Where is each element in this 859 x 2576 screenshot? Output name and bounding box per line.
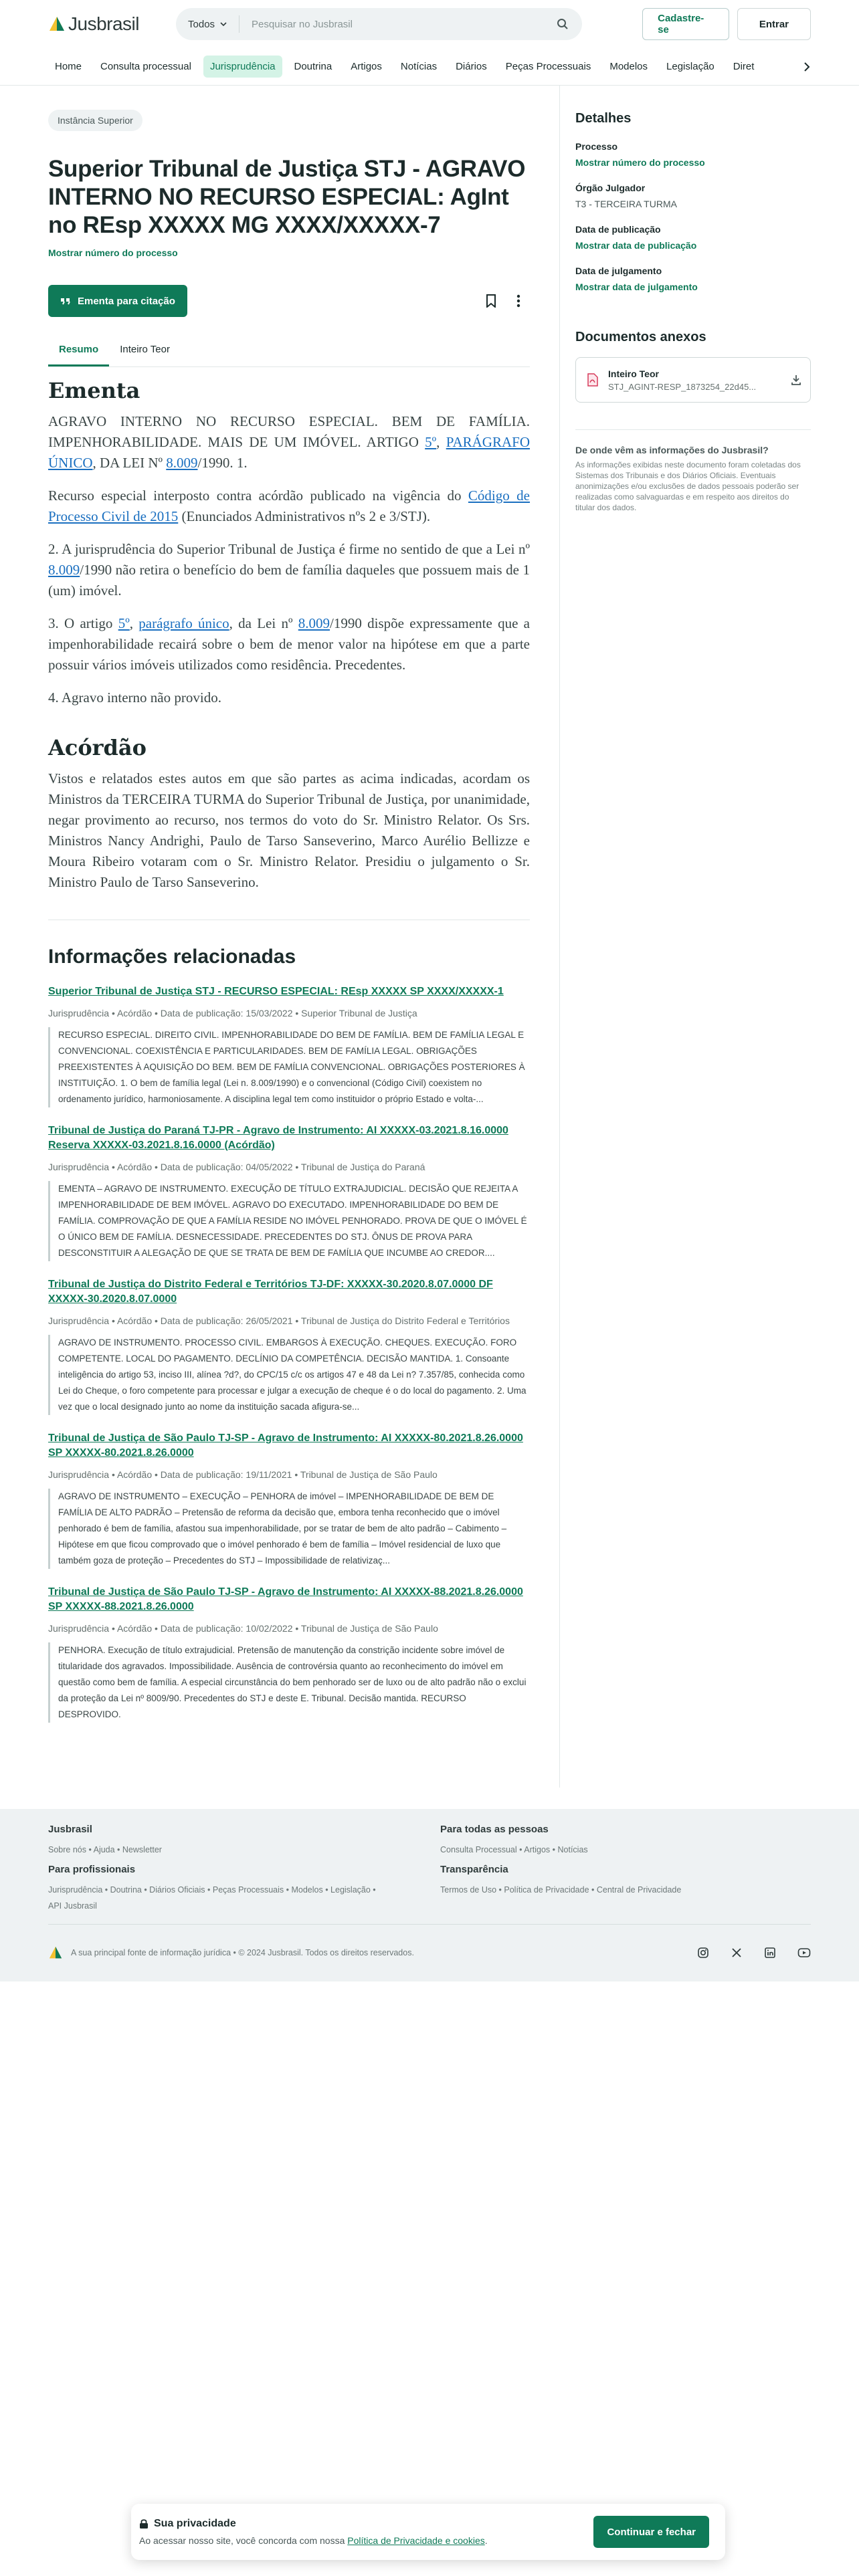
related-item-excerpt: RECURSO ESPECIAL. DIREITO CIVIL. IMPENHORABILIDADE DO BEM DE FAMÍLIA. BEM DE FAMÍLIA LEGAL E CONVENCIONAL. COEXISTÊNCIA E PARTICULARIDADES. BEM DE FAMÍLIA LEGAL. OBRIGAÇÕES PREEXISTENTES À AQUISIÇÃO DO BEM. BEM DE FAMÍLIA CONVENCIONAL. OBRIGAÇÕES POSTERIORES À INSTITUIÇÃO. 1. O bem de família legal (Lei n. 8.009/1990) e o convencional (Código Civil) coexistem no ordenamento jurídico, harmoniosamente. A disciplina legal tem como instituidor o próprio Estado e volta-... — [48, 1027, 530, 1107]
text: /1990 não retira o benefício do bem de família daqueles que possuem mais de 1 (um) imóvel. — [48, 562, 530, 599]
lock-icon — [139, 2518, 149, 2529]
footer-links[interactable]: Consulta Processual • Artigos • Notícias — [440, 1845, 588, 1854]
nav-item-doutrina[interactable]: Doutrina — [294, 61, 332, 72]
privacy-banner — [131, 2504, 725, 2560]
text: , — [436, 434, 446, 450]
footer-heading: Para todas as pessoas — [440, 1824, 549, 1835]
more-options-icon[interactable] — [516, 294, 520, 308]
privacy-banner-body — [139, 2535, 593, 2546]
attached-document-title: Inteiro Teor — [608, 368, 659, 379]
signup-button[interactable]: Cadastre-se — [642, 8, 729, 40]
tab-resumo[interactable]: Resumo — [48, 334, 109, 366]
search-input[interactable]: Pesquisar no Jusbrasil — [252, 18, 353, 30]
footer-divider — [48, 1924, 811, 1925]
acordao-text: Vistos e relatados estes autos em que são partes as acima indicadas, acordam os Ministros da TERCEIRA TURMA do Superior Tribunal de Justiça, por unanimidade, negar provimento ao recurso, nos termos do voto do Sr. Ministro Relator. Os Srs. Ministros Nancy Andrighi, Paulo de Tarso Sanseverino, Marco Aurélio Bellizze e Moura Ribeiro votaram com o Sr. Ministro Relator. Presidiu o julgamento o Sr. Ministro Paulo de Tarso Sanseverino. — [48, 770, 530, 890]
text: AGRAVO INTERNO NO RECURSO ESPECIAL. BEM DE FAMÍLIA. IMPENHORABILIDADE. MAIS DE UM IMÓVEL. ARTIGO — [48, 413, 530, 450]
footer-column-jusbrasil — [48, 1824, 162, 1858]
instagram-icon[interactable] — [697, 1947, 709, 1959]
attached-document-card[interactable] — [575, 357, 811, 403]
search-scope-select[interactable] — [188, 15, 240, 33]
publication-date-label: Data de publicação — [575, 224, 661, 235]
footer-links[interactable]: Sobre nós • Ajuda • Newsletter — [48, 1845, 162, 1854]
document-content — [48, 86, 530, 1763]
search-scope-label: Todos — [188, 18, 215, 30]
show-process-number-link[interactable]: Mostrar número do processo — [575, 157, 705, 168]
info-source-text: As informações exibidas neste documento foram coletadas dos Sistemas dos Tribunais e dos Diários Oficiais. Eventuais anonimizações e/ou exclusões de dados pessoais poderão ser realizadas como salvaguardas e em respeito aos direitos do titular dos dados. — [575, 460, 801, 512]
search-bar[interactable] — [176, 8, 582, 40]
law-link[interactable]: 8.009 — [166, 455, 198, 471]
nav-item-pecas-processuais[interactable]: Peças Processuais — [505, 61, 591, 72]
related-item-meta: Jurisprudência • Acórdão • Data de publicação: 15/03/2022 • Superior Tribunal de Justiça — [48, 1008, 417, 1018]
footer-links-line[interactable]: Jurisprudência • Doutrina • Diários Oficiais • Peças Processuais • Modelos • Legislação • — [48, 1885, 376, 1895]
law-link[interactable]: 8.009 — [48, 562, 80, 578]
page-title: Superior Tribunal de Justiça STJ - AGRAVO INTERNO NO RECURSO ESPECIAL: AgInt no REsp XXXXX MG XXXX/XXXXX-7 — [48, 156, 526, 238]
social-links — [697, 1947, 811, 1959]
text: , da Lei nº — [229, 615, 298, 631]
ementa-citation-label: Ementa para citação — [78, 295, 175, 307]
text: . — [484, 2535, 488, 2546]
footer-heading: Transparência — [440, 1864, 508, 1875]
attached-document-info — [608, 368, 790, 392]
continue-and-close-button[interactable]: Continuar e fechar — [593, 2516, 709, 2548]
login-button[interactable]: Entrar — [737, 8, 811, 40]
law-link[interactable]: 5º — [118, 615, 130, 631]
footer-column-everyone — [440, 1824, 588, 1858]
tab-inteiro-teor[interactable]: Inteiro Teor — [120, 344, 170, 355]
processo-label: Processo — [575, 141, 618, 152]
ementa-heading: Ementa — [48, 378, 140, 403]
related-item-excerpt: EMENTA – AGRAVO DE INSTRUMENTO. EXECUÇÃO DE TÍTULO EXTRAJUDICIAL. DECISÃO QUE REJEITA A IMPENHORABILIDADE DE BEM IMÓVEL. AGRAVO DO EXECUTADO. IMPENHORABILIDADE DO BEM DE FAMÍLIA. COMPROVAÇÃO DE QUE A FAMÍLIA RESIDE NO IMÓVEL PENHORADO. PROVA DE QUE O IMÓVEL É O ÚNICO BEM DE FAMÍLIA. DESNECESSIDADE. PRECEDENTES DO STJ. ÔNUS DE PROVA PARA DESCONSTITUIR A ALEGAÇÃO DE QUE SE TRATA DE BEM DE FAMÍLIA QUE INCUMBE AO CREDOR.... — [48, 1181, 530, 1261]
main-area — [0, 86, 859, 1763]
law-link[interactable]: 5º — [425, 434, 437, 450]
text: /1990. 1. — [197, 455, 248, 471]
nav-item-artigos[interactable]: Artigos — [351, 61, 382, 72]
instance-chip[interactable]: Instância Superior — [48, 110, 142, 131]
logo-mark-icon — [48, 1946, 63, 1959]
orgao-label: Órgão Julgador — [575, 183, 646, 193]
divider — [575, 429, 811, 430]
chevron-right-icon — [803, 62, 811, 72]
show-judgment-date-link[interactable]: Mostrar data de julgamento — [575, 282, 698, 292]
footer-column-professionals — [48, 1864, 423, 1914]
related-heading: Informações relacionadas — [48, 946, 296, 968]
chevron-down-icon — [220, 21, 227, 27]
x-twitter-icon[interactable] — [731, 1947, 743, 1959]
text: /1990 dispõe expressamente que a impenhorabilidade recairá sobre o bem de menor valor na hipótese em que a parte possuir vários imóveis utilizados como residência. Precedentes. — [48, 615, 530, 673]
related-item-excerpt: AGRAVO DE INSTRUMENTO. PROCESSO CIVIL. EMBARGOS À EXECUÇÃO. CHEQUES. EXECUÇÃO. FORO COMPETENTE. LOCAL DO PAGAMENTO. DECLÍNIO DA COMPETÊNCIA. DECISÃO MANTIDA. 1. Consoante inteligência do artigo 53, inciso III, alínea ?d?, do CPC/15 c/c os artigos 47 e 48 da Lei n? 7.357/85, conhecida como Lei do Cheque, o foro competente para processar e julgar a execução de cheque é o do local do pagamento. 2. Uma vez que o local designado junto ao nome da instituição sacada afigura-se... — [48, 1335, 530, 1415]
related-item — [48, 1431, 530, 1569]
column-divider — [559, 86, 560, 1788]
privacy-banner-title — [139, 2518, 593, 2530]
related-item-title[interactable]: Tribunal de Justiça de São Paulo TJ-SP - Agravo de Instrumento: AI XXXXX-80.2021.8.26.0000 SP XXXXX-80.2021.8.26.0000 — [48, 1432, 523, 1459]
related-item-excerpt: PENHORA. Execução de título extrajudicial. Pretensão de manutenção da constrição incidente sobre imóvel de titularidade dos agravados. Impossibilidade. Ausência de controvérsia quanto ao reconhecimento do imóvel em questão como bem de família. A especial circunstância do bem penhorado ser de luxo ou de alto padrão não o exclui da proteção da Lei nº 8009/90. Precedentes do STJ e deste E. Tribunal. Decisão mantida. RECURSO DESPROVIDO. — [48, 1642, 530, 1723]
text: , — [129, 615, 139, 631]
footer-bottom — [48, 1946, 811, 1959]
footer-links — [48, 1882, 423, 1914]
footer-column-transparency — [440, 1864, 681, 1898]
ementa-paragraph-5: 4. Agravo interno não provido. — [48, 689, 221, 706]
nav-item-legislacao[interactable]: Legislação — [666, 61, 714, 72]
text: (Enunciados Administrativos nºs 2 e 3/STJ). — [178, 508, 431, 524]
show-publication-date-link[interactable]: Mostrar data de publicação — [575, 240, 697, 251]
logo-text: Jusbrasil — [68, 13, 139, 34]
acordao-heading: Acórdão — [48, 735, 147, 760]
nav-scroll-right[interactable] — [771, 48, 811, 86]
details-heading: Detalhes — [575, 111, 632, 126]
document-tabs — [48, 334, 530, 367]
privacy-policy-link[interactable]: Política de Privacidade e cookies — [347, 2535, 485, 2546]
quote-icon — [60, 297, 71, 305]
page-footer — [0, 1809, 859, 1981]
judgment-date-label: Data de julgamento — [575, 265, 662, 276]
nav-item-home[interactable]: Home — [55, 61, 82, 72]
pdf-file-icon — [587, 373, 599, 387]
ementa-citation-button[interactable] — [48, 285, 187, 317]
text: Recurso especial interposto contra acórdão publicado na vigência do — [48, 488, 468, 504]
text: 3. O artigo — [48, 615, 118, 631]
attached-document-filename: STJ_AGINT-RESP_1873254_22d45... — [608, 381, 757, 392]
top-header — [0, 0, 859, 48]
related-item — [48, 1123, 530, 1261]
youtube-icon[interactable] — [797, 1947, 811, 1959]
related-item-title[interactable]: Tribunal de Justiça de São Paulo TJ-SP - Agravo de Instrumento: AI XXXXX-88.2021.8.26.0000 SP XXXXX-88.2021.8.26.0000 — [48, 1586, 523, 1612]
copyright-text: A sua principal fonte de informação jurídica • © 2024 Jusbrasil. Todos os direitos reservados. — [71, 1948, 414, 1957]
related-item-meta: Jurisprudência • Acórdão • Data de publicação: 10/02/2022 • Tribunal de Justiça de São Paulo — [48, 1623, 438, 1634]
info-source-heading: De onde vêm as informações do Jusbrasil? — [575, 445, 769, 455]
document-actions — [48, 285, 530, 317]
text: , DA LEI Nº — [92, 455, 167, 471]
details-sidebar — [575, 86, 811, 513]
footer-links[interactable]: Termos de Uso • Política de Privacidade • Central de Privacidade — [440, 1885, 682, 1895]
ementa-paragraph-3 — [48, 539, 530, 601]
footer-links-line[interactable]: API Jusbrasil — [48, 1901, 97, 1911]
text: 2. A jurisprudência do Superior Tribunal de Justiça é firme no sentido de que a Lei nº — [48, 541, 530, 557]
footer-heading: Para profissionais — [48, 1864, 136, 1875]
bookmark-icon[interactable] — [486, 294, 496, 308]
document-icon-actions — [486, 294, 530, 308]
related-item-meta: Jurisprudência • Acórdão • Data de publicação: 26/05/2021 • Tribunal de Justiça do Distrito Federal e Territórios — [48, 1315, 510, 1326]
related-item-title[interactable]: Tribunal de Justiça do Distrito Federal e Territórios TJ-DF: XXXXX-30.2020.8.07.0000 DF XXXXX-30.2020.8.07.0000 — [48, 1279, 493, 1305]
law-link[interactable]: PARÁGRAFO ÚNICO — [48, 434, 530, 471]
linkedin-icon[interactable] — [764, 1947, 776, 1959]
nav-item-diret[interactable]: Diret — [733, 61, 755, 72]
main-nav — [0, 48, 859, 86]
footer-heading: Jusbrasil — [48, 1824, 92, 1835]
search-icon[interactable] — [555, 17, 570, 31]
nav-item-jurisprudencia[interactable]: Jurisprudência — [203, 56, 282, 78]
privacy-banner-text — [139, 2518, 593, 2546]
related-item-meta: Jurisprudência • Acórdão • Data de publicação: 04/05/2022 • Tribunal de Justiça do Paraná — [48, 1162, 425, 1172]
related-item-title[interactable]: Tribunal de Justiça do Paraná TJ-PR - Agravo de Instrumento: AI XXXXX-03.2021.8.16.0000 Reserva XXXXX-03.2021.8.16.0000 (Acórdão) — [48, 1125, 508, 1151]
attached-documents-heading: Documentos anexos — [575, 330, 706, 344]
related-item — [48, 1277, 530, 1415]
related-item-title[interactable]: Superior Tribunal de Justiça STJ - RECURSO ESPECIAL: REsp XXXXX SP XXXX/XXXXX-1 — [48, 986, 504, 997]
text: Ao acessar nosso site, você concorda com nossa — [139, 2535, 348, 2546]
show-process-number-link[interactable]: Mostrar número do processo — [48, 247, 178, 258]
related-item — [48, 1585, 530, 1723]
law-link[interactable]: 8.009 — [298, 615, 330, 631]
related-item-excerpt: AGRAVO DE INSTRUMENTO – EXECUÇÃO – PENHORA de imóvel – IMPENHORABILIDADE DE BEM DE FAMÍLIA DE ALTO PADRÃO – Pretensão de reforma da decisão que, embora tenha reconhecido que o imóvel penhorado é bem de família, afastou sua impenhorabilidade, por se tratar de bem de alto padrão – Cabimento – Hipótese em que ficou comprovado que o imóvel penhorado é bem de família – Imóvel residencial de luxo que também goza de proteção – Precedentes do STJ – Impossibilidade de relativizaç... — [48, 1489, 530, 1569]
orgao-value: T3 - TERCEIRA TURMA — [575, 199, 677, 209]
nav-item-diarios[interactable]: Diários — [456, 61, 487, 72]
jusbrasil-logo[interactable] — [48, 13, 176, 35]
related-item-meta: Jurisprudência • Acórdão • Data de publicação: 19/11/2021 • Tribunal de Justiça de São Paulo — [48, 1469, 438, 1480]
ementa-paragraph-2 — [48, 486, 530, 527]
ementa-paragraph-1 — [48, 411, 530, 473]
nav-item-noticias[interactable]: Notícias — [400, 61, 438, 72]
nav-item-consulta-processual[interactable]: Consulta processual — [100, 61, 191, 72]
ementa-paragraph-4 — [48, 613, 530, 675]
logo-mark-icon — [48, 15, 66, 33]
download-icon[interactable] — [790, 374, 802, 386]
law-link[interactable]: parágrafo único — [138, 615, 229, 631]
privacy-banner-title-text: Sua privacidade — [154, 2518, 236, 2529]
related-item — [48, 984, 530, 1107]
nav-item-modelos[interactable]: Modelos — [609, 61, 648, 72]
law-link[interactable]: Código de Processo Civil de 2015 — [48, 488, 530, 524]
